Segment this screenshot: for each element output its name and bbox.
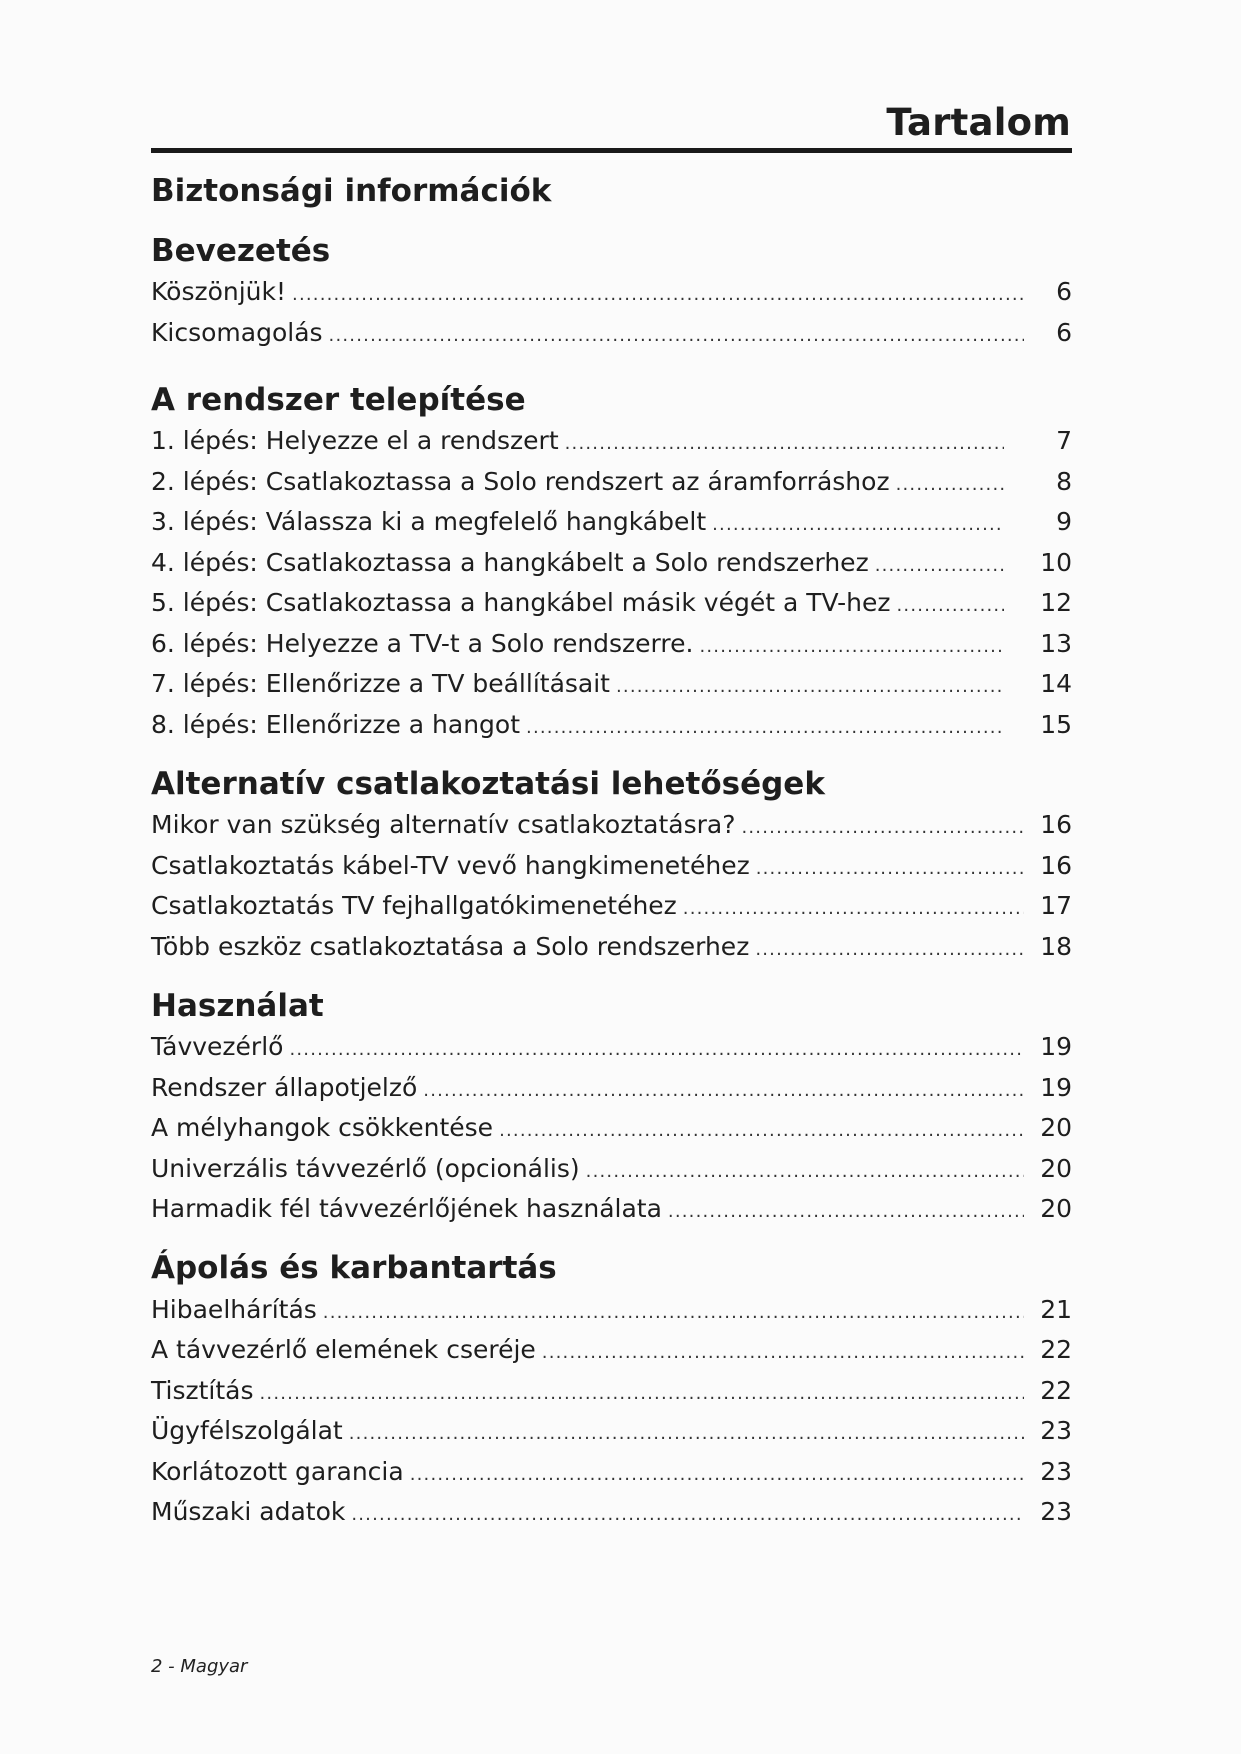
dot-leader [499, 1111, 1024, 1152]
entry-label: Távvezérlő [151, 1032, 284, 1061]
entry-label: Univerzális távvezérlő (opcionális) [151, 1153, 580, 1183]
title-rule [151, 148, 1072, 153]
dot-leader [410, 1455, 1024, 1496]
dot-leader [351, 1495, 1024, 1536]
toc-entry[interactable] [151, 927, 1072, 968]
toc-section-usage [151, 985, 1072, 1230]
toc-entry[interactable] [151, 846, 1072, 887]
toc-entry[interactable] [151, 1149, 1072, 1190]
toc-entry[interactable] [151, 1371, 1072, 1412]
section-title[interactable]: Ápolás és karbantartás [151, 1250, 557, 1286]
toc-entry[interactable] [151, 313, 1072, 354]
dot-leader [897, 586, 1004, 627]
section-title[interactable]: A rendszer telepítése [151, 381, 526, 418]
section-title[interactable]: Biztonsági információk [151, 172, 552, 209]
table-of-contents [151, 170, 1072, 1533]
toc-entry[interactable] [151, 1068, 1072, 1109]
toc-entry[interactable] [151, 624, 1072, 665]
toc-entry[interactable] [151, 1452, 1072, 1493]
dot-leader [292, 275, 1024, 316]
entry-label: Csatlakoztatás kábel-TV vevő hangkimenetéhez [151, 850, 750, 880]
entry-page: 7 [1056, 426, 1072, 455]
toc-entry[interactable] [151, 886, 1072, 927]
dot-leader [289, 1030, 1024, 1071]
toc-entry[interactable] [151, 1108, 1072, 1149]
entry-page: 6 [1056, 277, 1072, 306]
entry-page: 23 [1040, 1416, 1072, 1445]
entry-page: 19 [1040, 1032, 1072, 1061]
entry-label: 1. lépés: Helyezze el a rendszert [151, 426, 559, 455]
dot-leader [542, 1333, 1024, 1374]
dot-leader [616, 667, 1004, 708]
toc-entry[interactable] [151, 1290, 1072, 1331]
entry-label: 5. lépés: Csatlakoztassa a hangkábel másik végét a TV-hez [151, 588, 891, 617]
entry-label: Több eszköz csatlakoztatása a Solo rendszerhez [151, 931, 750, 961]
toc-entry[interactable] [151, 502, 1072, 543]
entry-label: Ügyfélszolgálat [151, 1416, 343, 1445]
entry-label: 6. lépés: Helyezze a TV-t a Solo rendszerre. [151, 628, 694, 658]
dot-leader [896, 465, 1004, 506]
entry-label: Mikor van szükség alternatív csatlakoztatásra? [151, 810, 736, 839]
toc-entry[interactable] [151, 462, 1072, 503]
section-title[interactable]: Alternatív csatlakoztatási lehetőségek [151, 765, 825, 802]
dot-leader [741, 808, 1024, 849]
toc-entry[interactable] [151, 543, 1072, 584]
toc-section-care-maintenance [151, 1248, 1072, 1533]
entry-label: 4. lépés: Csatlakoztassa a hangkábelt a Solo rendszerhez [151, 547, 869, 577]
toc-entry[interactable] [151, 664, 1072, 705]
entry-page: 21 [1040, 1294, 1072, 1324]
section-title[interactable]: Használat [151, 987, 324, 1024]
entry-page: 23 [1040, 1456, 1072, 1486]
dot-leader [683, 889, 1024, 930]
entry-label: Csatlakoztatás TV fejhallgatókimenetéhez [151, 891, 677, 920]
toc-entry[interactable] [151, 1189, 1072, 1230]
toc-section-introduction [151, 230, 1072, 353]
dot-leader [565, 424, 1004, 465]
entry-label: A mélyhangok csökkentése [151, 1113, 494, 1142]
dot-leader [712, 505, 1004, 546]
dot-leader [875, 546, 1004, 587]
entry-page: 14 [1040, 669, 1072, 698]
entry-page: 18 [1040, 931, 1072, 961]
dot-leader [755, 930, 1024, 971]
entry-page: 20 [1040, 1194, 1072, 1223]
entry-label: Kicsomagolás [151, 317, 323, 347]
dot-leader [323, 1293, 1024, 1334]
entry-label: Rendszer állapotjelző [151, 1072, 418, 1102]
entry-page: 22 [1040, 1375, 1072, 1405]
toc-entry[interactable] [151, 1411, 1072, 1452]
toc-entry[interactable] [151, 272, 1072, 313]
entry-label: 3. lépés: Válassza ki a megfelelő hangkábelt [151, 507, 707, 536]
toc-entry[interactable] [151, 421, 1072, 462]
entry-page: 19 [1040, 1072, 1072, 1102]
toc-section-alternative-connections [151, 763, 1072, 967]
entry-page: 6 [1056, 317, 1072, 347]
dot-leader [329, 316, 1024, 357]
entry-label: 8. lépés: Ellenőrizze a hangot [151, 709, 521, 739]
dot-leader [526, 708, 1004, 749]
entry-label: Műszaki adatok [151, 1497, 346, 1526]
entry-page: 20 [1040, 1113, 1072, 1142]
dot-leader [423, 1071, 1024, 1112]
page-footer: 2 - Magyar [151, 1656, 248, 1677]
entry-page: 20 [1040, 1153, 1072, 1183]
entry-label: A távvezérlő elemének cseréje [151, 1335, 536, 1364]
entry-page: 9 [1056, 507, 1072, 536]
entry-label: Harmadik fél távvezérlőjének használata [151, 1194, 662, 1223]
dot-leader [699, 627, 1004, 668]
entry-label: Köszönjük! [151, 277, 287, 306]
entry-page: 22 [1040, 1335, 1072, 1364]
dot-leader [668, 1192, 1024, 1233]
toc-entry[interactable] [151, 705, 1072, 746]
entry-page: 23 [1040, 1497, 1072, 1526]
toc-entry[interactable] [151, 1492, 1072, 1533]
dot-leader [586, 1152, 1024, 1193]
toc-section-safety [151, 170, 1072, 212]
dot-leader [349, 1414, 1024, 1455]
dot-leader [756, 849, 1024, 890]
entry-label: 7. lépés: Ellenőrizze a TV beállításait [151, 669, 610, 698]
toc-entry[interactable] [151, 1027, 1072, 1068]
entry-page: 15 [1040, 709, 1072, 739]
entry-page: 13 [1040, 628, 1072, 658]
toc-entry[interactable] [151, 1330, 1072, 1371]
entry-label: 2. lépés: Csatlakoztassa a Solo rendszert az áramforráshoz [151, 466, 890, 496]
entry-label: Hibaelhárítás [151, 1294, 317, 1324]
entry-label: Korlátozott garancia [151, 1456, 404, 1486]
toc-entry[interactable] [151, 583, 1072, 624]
entry-page: 16 [1040, 850, 1072, 880]
entry-page: 10 [1040, 547, 1072, 577]
entry-page: 16 [1040, 810, 1072, 839]
section-title[interactable]: Bevezetés [151, 232, 331, 269]
toc-entry[interactable] [151, 805, 1072, 846]
entry-label: Tisztítás [151, 1375, 254, 1405]
toc-section-installation [151, 379, 1072, 745]
dot-leader [260, 1374, 1025, 1415]
entry-page: 8 [1056, 466, 1072, 496]
entry-page: 12 [1040, 588, 1072, 617]
entry-page: 17 [1040, 891, 1072, 920]
page-title: Tartalom [886, 101, 1071, 144]
